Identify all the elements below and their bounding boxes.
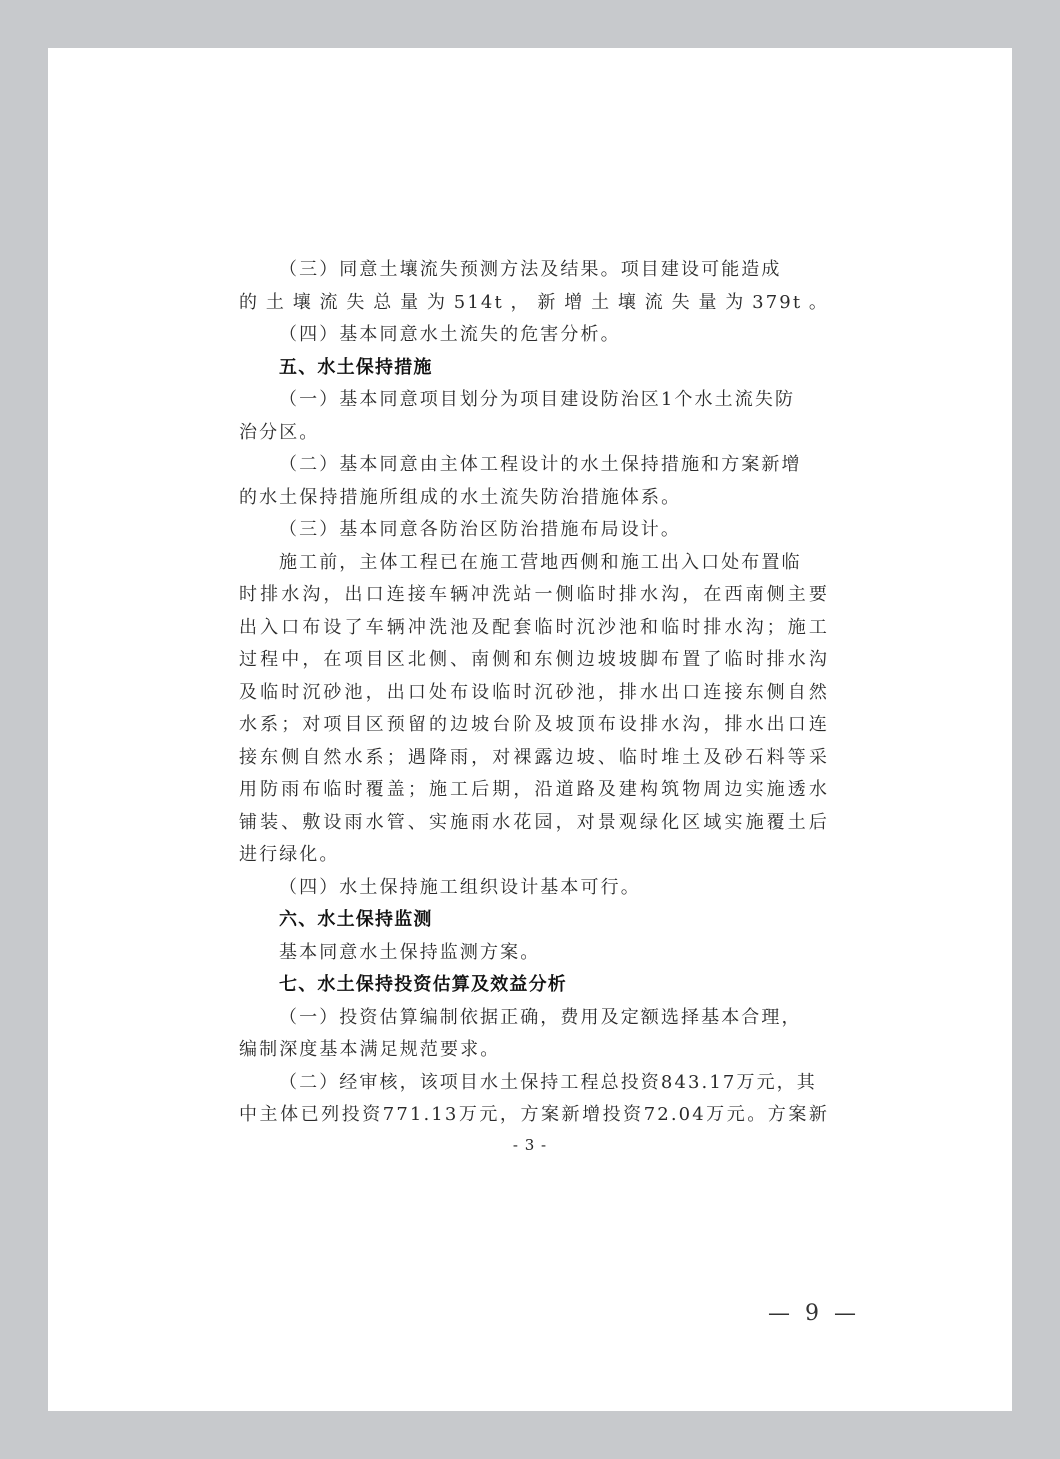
paragraph-line: 及临时沉砂池，出口处布设临时沉砂池，排水出口连接东侧自然	[239, 681, 829, 703]
inner-page-number: - 3 -	[512, 1136, 548, 1154]
paragraph-line: 施工前，主体工程已在施工营地西侧和施工出入口处布置临	[279, 551, 802, 573]
paragraph-line: （一）投资估算编制依据正确，费用及定额选择基本合理，	[279, 1006, 802, 1028]
section-heading: 六、水土保持监测	[279, 909, 433, 930]
paragraph-line: 治分区。	[239, 421, 320, 443]
paragraph-line: 铺装、敷设雨水管、实施雨水花园，对景观绿化区域实施覆土后	[239, 811, 829, 833]
paragraph-line: （三）同意土壤流失预测方法及结果。项目建设可能造成	[279, 259, 782, 280]
paragraph-line: 的水土保持措施所组成的水土流失防治措施体系。	[239, 486, 682, 508]
paragraph-line: （一）基本同意项目划分为项目建设防治区1个水土流失防	[279, 389, 796, 410]
outer-page-number: — 9 —	[768, 1301, 860, 1326]
paragraph-line: 进行绿化。	[239, 844, 340, 865]
document-page	[48, 48, 1012, 1411]
paragraph-line: （四）基本同意水土流失的危害分析。	[279, 324, 621, 345]
paragraph-line: （四）水土保持施工组织设计基本可行。	[279, 876, 641, 898]
paragraph-line: 中主体已列投资771.13万元，方案新增投资72.04万元。方案新	[239, 1104, 829, 1125]
paragraph-line: 过程中，在项目区北侧、南侧和东侧边坡坡脚布置了临时排水沟	[239, 649, 829, 670]
paragraph-line: （二）经审核，该项目水土保持工程总投资843.17万元，其	[279, 1071, 817, 1093]
paragraph-line: 时排水沟，出口连接车辆冲洗站一侧临时排水沟，在西南侧主要	[239, 584, 829, 605]
section-heading: 五、水土保持措施	[279, 356, 433, 378]
paragraph-line: 用防雨布临时覆盖；施工后期，沿道路及建构筑物周边实施透水	[239, 779, 829, 800]
paragraph-line: 出入口布设了车辆冲洗池及配套临时沉沙池和临时排水沟；施工	[239, 616, 829, 638]
body-text	[239, 254, 829, 1132]
paragraph-line: 水系；对项目区预留的边坡台阶及坡顶布设排水沟，排水出口连	[239, 714, 829, 735]
paragraph-line: 编制深度基本满足规范要求。	[239, 1039, 501, 1060]
section-heading: 七、水土保持投资估算及效益分析	[279, 974, 567, 995]
paragraph-line: 接东侧自然水系；遇降雨，对裸露边坡、临时堆土及砂石料等采	[239, 746, 829, 768]
paragraph-line: 的土壤流失总量为514t，新增土壤流失量为379t。	[239, 291, 829, 313]
paragraph-line: （三）基本同意各防治区防治措施布局设计。	[279, 519, 681, 540]
paragraph-line: 基本同意水土保持监测方案。	[279, 941, 541, 963]
paragraph-line: （二）基本同意由主体工程设计的水土保持措施和方案新增	[279, 454, 802, 475]
